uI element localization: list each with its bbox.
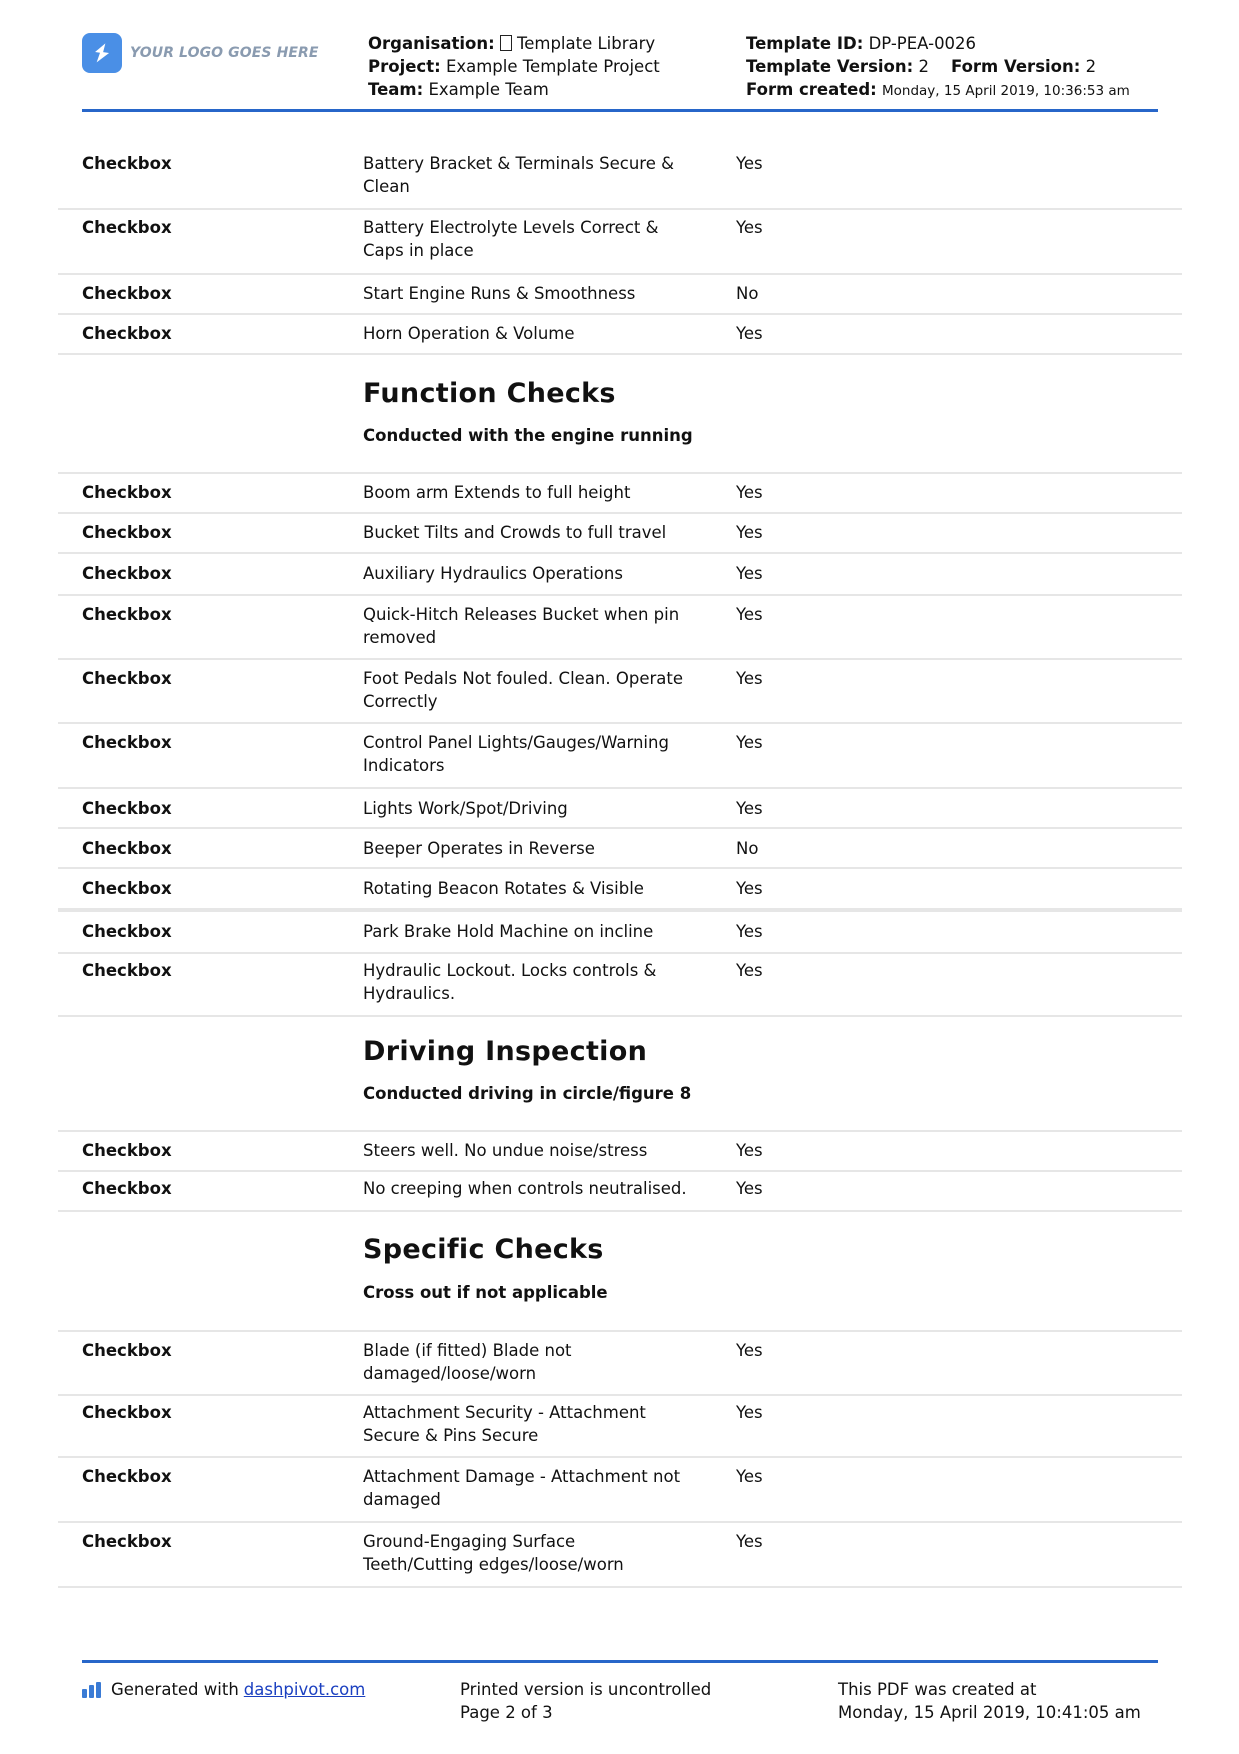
row-value: Yes (736, 1403, 763, 1422)
company-logo (82, 33, 319, 73)
section-title-specific-checks: Specific Checks (363, 1234, 604, 1265)
logo-mark-icon (82, 33, 122, 73)
row-value: Yes (736, 523, 763, 542)
row-item: Quick-Hitch Releases Bucket when pin removed (363, 605, 680, 647)
row-item: Steers well. No undue noise/stress (363, 1141, 648, 1160)
table-row (58, 1130, 1182, 1172)
row-value: Yes (736, 1341, 763, 1360)
row-label: Checkbox (82, 218, 172, 237)
created-text: This PDF was created at (838, 1680, 1037, 1699)
form-version-label: Form Version: (950, 57, 1081, 76)
row-item: Battery Bracket & Terminals Secure & Clean (363, 154, 674, 196)
table-row (58, 869, 1182, 910)
row-label: Checkbox (82, 564, 172, 583)
row-label: Checkbox (82, 961, 172, 980)
row-item: Ground-Engaging Surface Teeth/Cutting edges/loose/worn (363, 1532, 624, 1574)
table-row (58, 1394, 1182, 1458)
section-subtitle-function-checks: Conducted with the engine running (363, 426, 693, 445)
form-created-label: Form created: (746, 80, 877, 99)
row-value: Yes (736, 1467, 763, 1486)
row-item: Attachment Security - Attachment Secure & Pins Secure (363, 1403, 646, 1445)
row-value: Yes (736, 483, 763, 502)
organisation-label: Organisation: (368, 34, 495, 53)
row-item: Rotating Beacon Rotates & Visible (363, 879, 644, 898)
row-label: Checkbox (82, 1341, 172, 1360)
table-row (58, 952, 1182, 1017)
row-label: Checkbox (82, 1141, 172, 1160)
row-item: Attachment Damage - Attachment not damaged (363, 1467, 681, 1509)
row-label: Checkbox (82, 669, 172, 688)
row-label: Checkbox (82, 839, 172, 858)
header-template-info (746, 32, 1130, 103)
footer-created-info (838, 1678, 1141, 1724)
row-item: Auxiliary Hydraulics Operations (363, 564, 623, 583)
logo-text: YOUR LOGO GOES HERE (130, 45, 319, 61)
row-label: Checkbox (82, 1467, 172, 1486)
table-row (58, 1458, 1182, 1523)
table-row (58, 596, 1182, 660)
row-label: Checkbox (82, 1179, 172, 1198)
row-item: Hydraulic Lockout. Locks controls & Hydraulics. (363, 961, 657, 1003)
page-number: Page 2 of 3 (460, 1703, 553, 1722)
row-label: Checkbox (82, 154, 172, 173)
organisation-icon (500, 35, 512, 51)
row-item: Bucket Tilts and Crowds to full travel (363, 523, 667, 542)
row-value: Yes (736, 922, 763, 941)
section-subtitle-driving-inspection: Conducted driving in circle/figure 8 (363, 1084, 692, 1103)
row-value: Yes (736, 799, 763, 818)
row-value: Yes (736, 154, 763, 173)
section-title-function-checks: Function Checks (363, 378, 616, 409)
table-row (58, 1170, 1182, 1212)
row-item: Foot Pedals Not fouled. Clean. Operate Correctly (363, 669, 683, 711)
template-version-value: 2 (918, 57, 929, 76)
row-item: Lights Work/Spot/Driving (363, 799, 568, 818)
row-label: Checkbox (82, 879, 172, 898)
row-item: Boom arm Extends to full height (363, 483, 631, 502)
row-value: Yes (736, 218, 763, 237)
row-value: No (736, 284, 759, 303)
row-value: Yes (736, 961, 763, 980)
row-item: Beeper Operates in Reverse (363, 839, 595, 858)
row-item: Start Engine Runs & Smoothness (363, 284, 636, 303)
table-row (58, 315, 1182, 355)
row-label: Checkbox (82, 324, 172, 343)
row-item: Battery Electrolyte Levels Correct & Caps in place (363, 218, 659, 260)
generated-text: Generated with (111, 1680, 239, 1699)
template-id-value: DP-PEA-0026 (868, 34, 977, 53)
table-row (58, 514, 1182, 554)
footer-divider (82, 1660, 1158, 1663)
uncontrolled-text: Printed version is uncontrolled (460, 1680, 712, 1699)
table-row (58, 472, 1182, 514)
row-label: Checkbox (82, 523, 172, 542)
team-label: Team: (368, 80, 424, 99)
row-value: Yes (736, 879, 763, 898)
table-row (58, 1523, 1182, 1588)
table-row (58, 829, 1182, 869)
form-created-value: Monday, 15 April 2019, 10:36:53 am (882, 83, 1130, 99)
row-label: Checkbox (82, 733, 172, 752)
created-value: Monday, 15 April 2019, 10:41:05 am (838, 1703, 1141, 1722)
table-row (58, 724, 1182, 789)
template-version-label: Template Version: (746, 57, 914, 76)
section-subtitle-specific-checks: Cross out if not applicable (363, 1283, 608, 1302)
table-row (58, 554, 1182, 596)
dashpivot-link[interactable]: dashpivot.com (243, 1680, 366, 1699)
table-row (58, 210, 1182, 275)
row-label: Checkbox (82, 1403, 172, 1422)
header-divider (82, 109, 1158, 112)
row-value: Yes (736, 1179, 763, 1198)
template-id-label: Template ID: (746, 34, 864, 53)
row-value: Yes (736, 564, 763, 583)
footer-page-info (460, 1678, 711, 1724)
document-header (82, 26, 1158, 112)
project-label: Project: (368, 57, 441, 76)
table-row (58, 910, 1182, 954)
row-label: Checkbox (82, 922, 172, 941)
table-row (58, 275, 1182, 315)
row-label: Checkbox (82, 483, 172, 502)
project-value: Example Template Project (445, 57, 660, 76)
table-row (58, 789, 1182, 829)
team-value: Example Team (428, 80, 549, 99)
organisation-value: Template Library (516, 34, 656, 53)
row-item: Park Brake Hold Machine on incline (363, 922, 654, 941)
row-value: Yes (736, 1532, 763, 1551)
row-label: Checkbox (82, 1532, 172, 1551)
row-value: Yes (736, 1141, 763, 1160)
footer-generated (82, 1678, 365, 1701)
form-version-value: 2 (1085, 57, 1097, 76)
row-value: Yes (736, 324, 763, 343)
row-value: Yes (736, 733, 763, 752)
table-row (58, 1330, 1182, 1396)
row-label: Checkbox (82, 284, 172, 303)
header-project-info (368, 32, 660, 101)
row-value: No (736, 839, 759, 858)
row-label: Checkbox (82, 605, 172, 624)
section-title-driving-inspection: Driving Inspection (363, 1036, 648, 1067)
dashpivot-bars-icon (82, 1682, 103, 1698)
row-item: No creeping when controls neutralised. (363, 1179, 687, 1198)
row-value: Yes (736, 605, 763, 624)
row-item: Horn Operation & Volume (363, 324, 575, 343)
table-row (58, 138, 1182, 210)
row-label: Checkbox (82, 799, 172, 818)
row-value: Yes (736, 669, 763, 688)
row-item: Blade (if fitted) Blade not damaged/loose/worn (363, 1341, 572, 1383)
table-row (58, 660, 1182, 724)
row-item: Control Panel Lights/Gauges/Warning Indicators (363, 733, 669, 775)
